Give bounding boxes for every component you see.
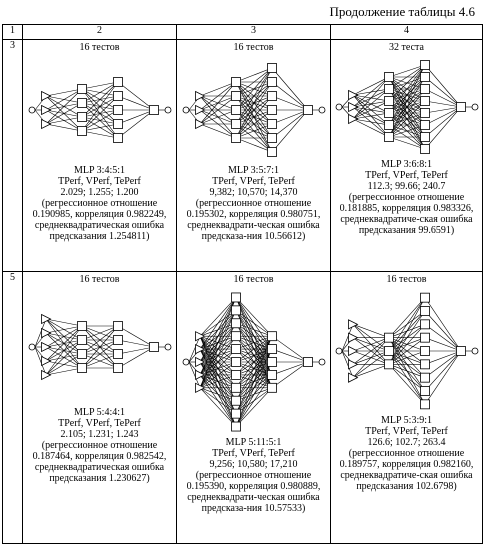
neuron-box (420, 333, 429, 342)
neuron-box (420, 347, 429, 356)
neuron-box (420, 400, 429, 409)
perf-values: 112.3; 99.66; 240.7 (367, 181, 446, 192)
table-caption: Продолжение таблицы 4.6 (329, 4, 475, 19)
connection-line (46, 319, 82, 326)
connection-line (425, 351, 461, 378)
neuron-box (267, 134, 276, 143)
neuron-box (420, 373, 429, 382)
perf-values: 2.105; 1.231; 1.243 (60, 429, 139, 440)
neuron-box (267, 120, 276, 129)
neuron-box (113, 336, 122, 345)
input-node (336, 348, 342, 354)
connection-line (425, 107, 461, 149)
connection-line (425, 324, 461, 351)
network-diagram (182, 55, 326, 165)
connection-line (236, 138, 272, 152)
input-node (183, 359, 189, 365)
neuron-box (231, 78, 240, 87)
neuron-box (231, 106, 240, 115)
neuron-box (420, 145, 429, 154)
connection-line (389, 298, 425, 351)
neuron-box (77, 322, 86, 331)
stats-text: (регрессионное отношение 0.187464, корреляция 0.982542, среднеквадратическая ошибка предсказания 1.230627) (32, 440, 167, 484)
connection-line (200, 82, 236, 96)
neuron-box (77, 364, 86, 373)
connection-line (118, 347, 154, 368)
neuron-box (77, 350, 86, 359)
neuron-box (113, 134, 122, 143)
connection-line (118, 340, 154, 347)
perf-values: 2.029; 1.255; 1.200 (60, 187, 139, 198)
perf-label: TPerf, VPerf, TePerf (58, 176, 141, 187)
connection-line (272, 362, 308, 388)
neuron-box (77, 113, 86, 122)
neuron-box (420, 109, 429, 118)
neuron-box (113, 106, 122, 115)
neuron-box (456, 103, 465, 112)
input-neuron (348, 115, 357, 124)
stats-text: (регрессионное отношение 0.189757, корреляция 0.982160, среднеквадратиче-ская ошибка предсказания 102.6798) (339, 448, 474, 492)
network-cell (177, 272, 331, 544)
neuron-box (420, 320, 429, 329)
neuron-box (267, 332, 276, 341)
connection-line (46, 340, 82, 375)
output-node (472, 104, 478, 110)
connection-line (389, 364, 425, 377)
connection-line (82, 82, 118, 117)
header-cell: 2 (23, 25, 177, 40)
connection-line (200, 297, 236, 349)
connection-line (200, 388, 236, 427)
connection-line (46, 368, 82, 375)
neuron-box (231, 422, 240, 431)
neuron-box (303, 358, 312, 367)
neuron-box (267, 106, 276, 115)
row-number: 5 (3, 272, 23, 544)
row-number: 3 (3, 40, 23, 272)
header-row (3, 25, 483, 40)
connection-line (82, 82, 118, 89)
perf-values: 9,382; 10,570; 14,370 (209, 187, 298, 198)
connection-line (389, 298, 425, 365)
neuron-box (113, 350, 122, 359)
connection-line (389, 298, 425, 338)
tests-count: 16 тестов (79, 274, 120, 285)
model-name: MLP 5:3:9:1 (380, 415, 433, 426)
connection-line (46, 89, 82, 124)
neuron-box (384, 109, 393, 118)
model-name: MLP 3:6:8:1 (380, 159, 433, 170)
perf-label: TPerf, VPerf, TePerf (365, 170, 448, 181)
neuron-box (77, 85, 86, 94)
neuron-box (267, 345, 276, 354)
output-node (165, 344, 171, 350)
network-diagram (28, 55, 172, 165)
connection-line (353, 324, 389, 337)
stats-text: (регрессионное отношение 0.181885, корреляция 0.983326, среднеквадратиче-ская ошибка предсказания 99.6591) (339, 192, 474, 236)
neuron-box (113, 92, 122, 101)
neuron-box (231, 370, 240, 379)
neuron-box (113, 364, 122, 373)
header-cell: 4 (331, 25, 483, 40)
neuron-box (113, 78, 122, 87)
connection-line (425, 338, 461, 351)
network-diagram (28, 287, 172, 407)
connection-line (236, 362, 272, 427)
connection-line (200, 323, 236, 388)
network-cell (331, 272, 483, 544)
connection-line (425, 298, 461, 351)
input-neuron (348, 347, 357, 356)
connection-line (46, 326, 82, 361)
network-cell (23, 272, 177, 544)
neuron-box (267, 358, 276, 367)
neuron-box (231, 396, 240, 405)
neuron-box (231, 293, 240, 302)
connection-line (236, 375, 272, 427)
connection-line (389, 65, 425, 101)
connection-line (236, 297, 272, 336)
neuron-box (231, 409, 240, 418)
neuron-box (113, 120, 122, 129)
connection-line (46, 117, 82, 124)
table-row (3, 272, 483, 544)
neuron-box (303, 106, 312, 115)
connection-line (82, 124, 118, 131)
model-name: MLP 5:4:4:1 (73, 407, 126, 418)
tests-count: 16 тестов (233, 274, 274, 285)
neuron-box (77, 336, 86, 345)
connection-line (236, 336, 272, 401)
stats-text: (регрессионное отношение 0.195302, корреляция 0.980751, среднеквадрати-ческая ошибка предсказа-ния 10.56612) (186, 198, 321, 242)
tests-count: 16 тестов (79, 42, 120, 53)
connection-line (118, 110, 154, 138)
connection-line (118, 96, 154, 110)
perf-label: TPerf, VPerf, TePerf (365, 426, 448, 437)
results-table (2, 24, 483, 544)
neuron-box (267, 92, 276, 101)
neuron-box (267, 64, 276, 73)
input-neuron (348, 360, 357, 369)
connection-line (82, 82, 118, 131)
input-node (29, 107, 35, 113)
connection-line (46, 124, 82, 131)
model-name: MLP 3:4:5:1 (73, 165, 126, 176)
stats-text: (регрессионное отношение 0.195390, корреляция 0.980889, среднеквадрати-ческая ошибка предсказа-ния 10.57533) (186, 470, 321, 514)
input-neuron (348, 91, 357, 100)
neuron-box (231, 345, 240, 354)
neuron-box (384, 121, 393, 130)
input-node (183, 107, 189, 113)
neuron-box (420, 387, 429, 396)
input-neuron (195, 92, 204, 101)
model-name: MLP 3:5:7:1 (227, 165, 280, 176)
connection-line (118, 110, 154, 124)
connection-line (425, 351, 461, 404)
connection-line (425, 351, 461, 364)
neuron-box (420, 133, 429, 142)
connection-line (389, 364, 425, 391)
neuron-box (77, 127, 86, 136)
output-node (472, 348, 478, 354)
connection-line (82, 96, 118, 131)
neuron-box (113, 322, 122, 331)
connection-line (200, 82, 236, 124)
network-cell (331, 40, 483, 272)
neuron-box (231, 383, 240, 392)
connection-line (118, 82, 154, 110)
perf-values: 9,256; 10,580; 17,210 (209, 459, 298, 470)
connection-line (236, 68, 272, 138)
connection-line (272, 68, 308, 110)
input-neuron (41, 343, 50, 352)
connection-line (389, 364, 425, 404)
perf-label: TPerf, VPerf, TePerf (58, 418, 141, 429)
connection-line (272, 349, 308, 362)
connection-line (353, 364, 389, 377)
neuron-box (77, 99, 86, 108)
connection-line (200, 297, 236, 336)
input-neuron (41, 106, 50, 115)
connection-line (46, 326, 82, 333)
neuron-box (420, 293, 429, 302)
table-row (3, 40, 483, 272)
connection-line (272, 96, 308, 110)
neuron-box (231, 306, 240, 315)
neuron-box (231, 332, 240, 341)
neuron-box (420, 307, 429, 316)
connection-line (118, 347, 154, 354)
neuron-box (420, 85, 429, 94)
connection-line (353, 338, 389, 378)
connection-line (200, 388, 236, 401)
connection-line (236, 323, 272, 336)
neuron-box (267, 78, 276, 87)
perf-label: TPerf, VPerf, TePerf (212, 448, 295, 459)
connection-line (425, 351, 461, 391)
neuron-box (420, 121, 429, 130)
neuron-box (420, 73, 429, 82)
tests-count: 32 теста (389, 42, 424, 53)
connection-line (118, 326, 154, 347)
neuron-box (384, 85, 393, 94)
header-cell: 3 (177, 25, 331, 40)
output-node (319, 107, 325, 113)
neuron-box (384, 73, 393, 82)
input-neuron (348, 333, 357, 342)
model-name: MLP 5:11:5:1 (225, 437, 282, 448)
neuron-box (267, 383, 276, 392)
output-node (319, 359, 325, 365)
connection-line (82, 131, 118, 138)
connection-line (389, 65, 425, 125)
perf-values: 126.6; 102.7; 263.4 (367, 437, 446, 448)
neuron-box (267, 370, 276, 379)
connection-line (272, 336, 308, 362)
input-node (336, 104, 342, 110)
connection-line (236, 68, 272, 110)
input-neuron (348, 103, 357, 112)
header-cell: 1 (3, 25, 23, 40)
network-cell (177, 40, 331, 272)
connection-line (389, 324, 425, 364)
neuron-box (384, 97, 393, 106)
output-node (165, 107, 171, 113)
neuron-box (420, 97, 429, 106)
connection-line (272, 110, 308, 124)
connection-line (272, 82, 308, 110)
neuron-box (231, 120, 240, 129)
connection-line (236, 68, 272, 82)
connection-line (46, 89, 82, 96)
neuron-box (231, 319, 240, 328)
connection-line (200, 388, 236, 414)
neuron-box (149, 343, 158, 352)
neuron-box (384, 333, 393, 342)
connection-line (200, 124, 236, 138)
connection-line (272, 362, 308, 375)
neuron-box (231, 134, 240, 143)
network-diagram (182, 287, 326, 437)
input-neuron (195, 120, 204, 129)
neuron-box (456, 347, 465, 356)
connection-line (272, 110, 308, 138)
connection-line (46, 326, 82, 375)
input-neuron (195, 106, 204, 115)
connection-line (425, 65, 461, 107)
neuron-box (231, 358, 240, 367)
perf-label: TPerf, VPerf, TePerf (212, 176, 295, 187)
input-node (29, 344, 35, 350)
connection-line (272, 110, 308, 152)
tests-count: 16 тестов (233, 42, 274, 53)
connection-line (236, 388, 272, 427)
neuron-box (384, 347, 393, 356)
network-cell (23, 40, 177, 272)
connection-line (425, 311, 461, 351)
neuron-box (149, 106, 158, 115)
neuron-box (420, 61, 429, 70)
connection-line (236, 310, 272, 336)
neuron-box (384, 133, 393, 142)
neuron-box (267, 148, 276, 157)
tests-count: 16 тестов (386, 274, 427, 285)
stats-text: (регрессионное отношение 0.190985, корреляция 0.982249, среднеквадратическая ошибка предсказания 1.254811) (32, 198, 167, 242)
neuron-box (384, 360, 393, 369)
network-diagram (335, 55, 479, 159)
network-diagram (335, 287, 479, 415)
neuron-box (231, 92, 240, 101)
neuron-box (420, 360, 429, 369)
connection-line (200, 297, 236, 362)
